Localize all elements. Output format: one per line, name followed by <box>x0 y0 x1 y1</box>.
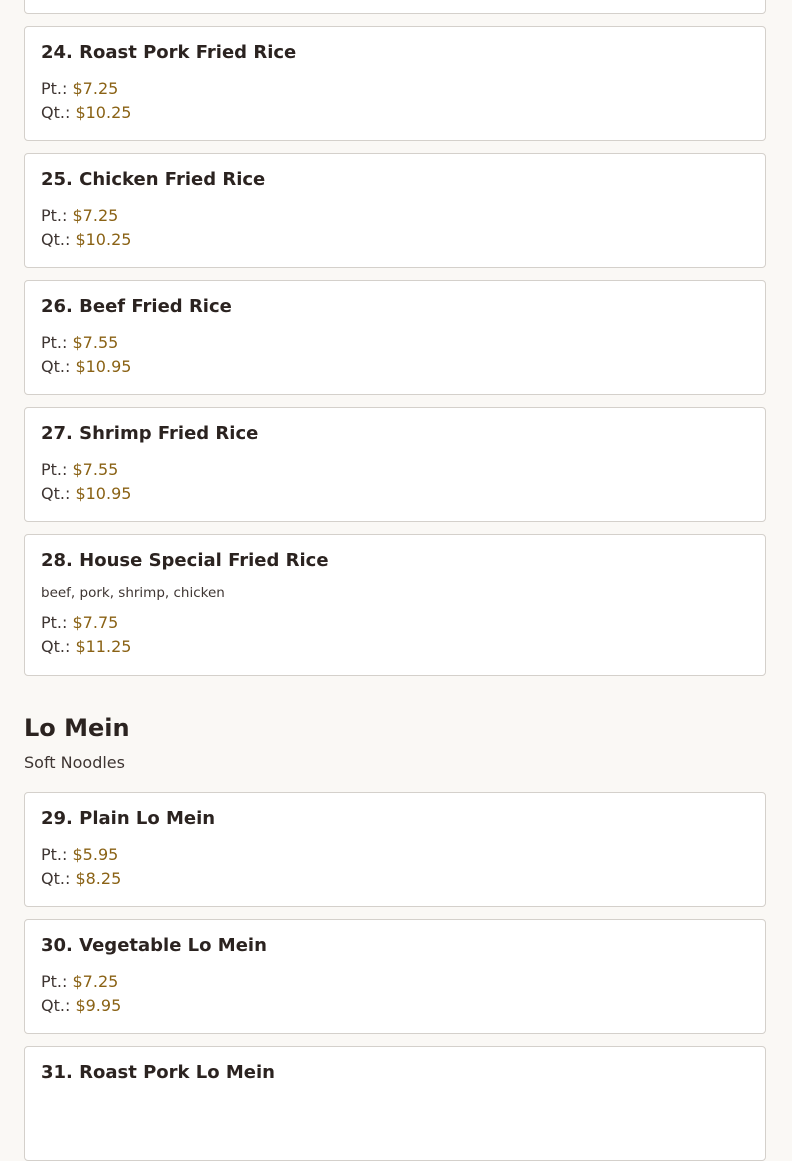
menu-item-card <box>24 153 766 268</box>
quart-price-row <box>41 484 131 503</box>
quart-price-row <box>41 103 131 122</box>
pint-price: $7.25 <box>72 972 119 991</box>
quart-price: $11.25 <box>75 637 132 656</box>
section-subtitle: Soft Noodles <box>24 753 125 772</box>
quart-price-row <box>41 357 131 376</box>
pint-price-row <box>41 613 118 632</box>
quart-price: $8.25 <box>75 869 122 888</box>
pint-label: Pt.: <box>41 972 68 991</box>
pint-price: $7.55 <box>72 460 119 479</box>
quart-label: Qt.: <box>41 996 71 1015</box>
quart-price: $10.25 <box>75 103 132 122</box>
quart-label: Qt.: <box>41 869 71 888</box>
quart-price: $10.25 <box>75 230 132 249</box>
quart-price: $10.95 <box>75 357 132 376</box>
quart-label: Qt.: <box>41 484 71 503</box>
menu-item-title: 31. Roast Pork Lo Mein <box>41 1062 275 1083</box>
menu-item-card <box>24 1046 766 1161</box>
menu-item-card <box>24 792 766 907</box>
pint-price: $5.95 <box>72 845 119 864</box>
menu-item-title: 30. Vegetable Lo Mein <box>41 935 267 956</box>
quart-price-row <box>41 637 131 656</box>
pint-price-row <box>41 206 118 225</box>
pint-price: $7.55 <box>72 333 119 352</box>
pint-price-row <box>41 79 118 98</box>
menu-item-title: 28. House Special Fried Rice <box>41 550 329 571</box>
pint-label: Pt.: <box>41 845 68 864</box>
quart-price: $9.95 <box>75 996 122 1015</box>
menu-item-title: 24. Roast Pork Fried Rice <box>41 42 297 63</box>
quart-price-row <box>41 996 121 1015</box>
menu-item-title: 26. Beef Fried Rice <box>41 296 232 317</box>
pint-price-row <box>41 460 118 479</box>
menu-item-title: 25. Chicken Fried Rice <box>41 169 266 190</box>
pint-price: $7.25 <box>72 206 119 225</box>
menu-item-title: 29. Plain Lo Mein <box>41 808 216 829</box>
menu-item-card <box>24 26 766 141</box>
pint-label: Pt.: <box>41 206 68 225</box>
pint-label: Pt.: <box>41 79 68 98</box>
pint-price: $7.75 <box>72 613 119 632</box>
pint-label: Pt.: <box>41 333 68 352</box>
quart-label: Qt.: <box>41 230 71 249</box>
quart-label: Qt.: <box>41 103 71 122</box>
menu-item-card <box>24 919 766 1034</box>
quart-price-row <box>41 230 131 249</box>
quart-price: $10.95 <box>75 484 132 503</box>
menu-item-card-partial <box>24 0 766 14</box>
menu-item-description: beef, pork, shrimp, chicken <box>41 585 225 601</box>
menu-item-card <box>24 407 766 522</box>
menu-item-card <box>24 534 766 676</box>
pint-label: Pt.: <box>41 613 68 632</box>
pint-label: Pt.: <box>41 460 68 479</box>
pint-price-row <box>41 972 118 991</box>
pint-price-row <box>41 845 118 864</box>
quart-label: Qt.: <box>41 357 71 376</box>
menu-item-title: 27. Shrimp Fried Rice <box>41 423 259 444</box>
pint-price-row <box>41 333 118 352</box>
pint-price: $7.25 <box>72 79 119 98</box>
quart-label: Qt.: <box>41 637 71 656</box>
quart-price-row <box>41 869 121 888</box>
menu-item-card <box>24 280 766 395</box>
section-title: Lo Mein <box>24 714 130 742</box>
